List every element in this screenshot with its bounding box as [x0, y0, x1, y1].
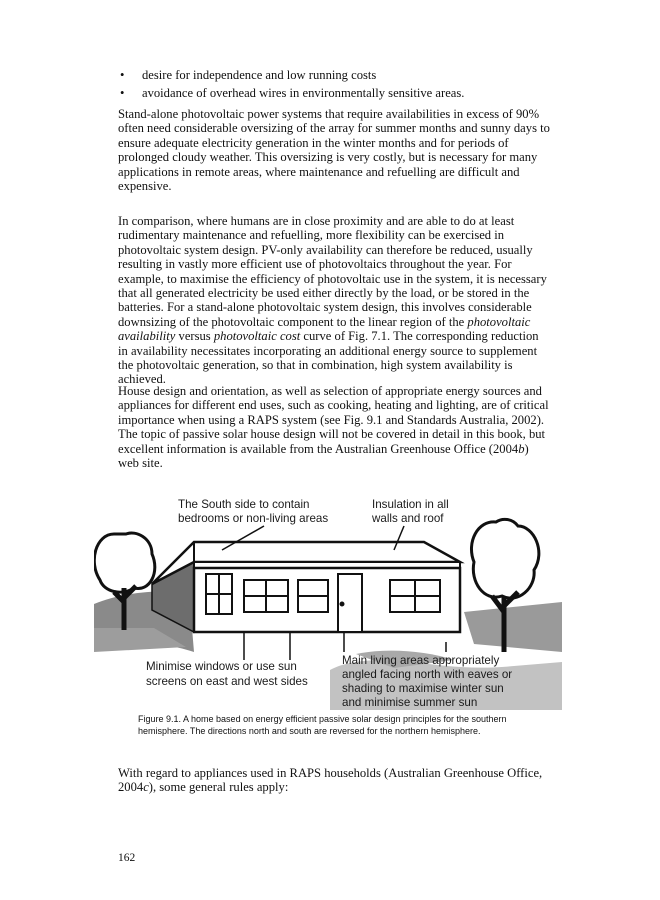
- paragraph-text: ), some general rules apply:: [148, 780, 289, 795]
- emphasis: photovoltaic cost: [213, 329, 301, 344]
- paragraph-text: With regard to appliances used in RAPS households (Australian Greenhouse Office, 2004: [118, 766, 543, 795]
- bullet-item: • avoidance of overhead wires in environmentally sensitive areas.: [118, 84, 464, 102]
- paragraph-house-design: [118, 384, 550, 470]
- bullet-item: • desire for independence and low running costs: [118, 66, 464, 84]
- paragraph-text: House design and orientation, as well as selection of appropriate energy sources and appliances for different end uses, such as cooking, heating and lighting, are of critical importance when using a RAPS system (see Fig. 9.1 and Standards Australia, 2002). The topic of passive solar house design will not be covered in detail in this book, but excellent information is available from the Australian Greenhouse Office (2004: [118, 384, 549, 456]
- figure-caption: Figure 9.1. A home based on energy efficient passive solar design principles for the southern hemisphere. The directions north and south are reversed for the northern hemisphere.: [138, 714, 507, 736]
- paragraph-text: ) web site.: [118, 441, 529, 471]
- paragraph-oversizing: Stand-alone photovoltaic power systems that require availabilities in excess of 90% often need considerable oversizing of the array for summer months and sunny days to ensure adequate electricity generation in the winter months and for periods of prolonged cloudy weather. This oversizing is very costly, but is necessary for many applications in remote areas, where maintenance and refuelling are difficult and expensive.: [118, 107, 550, 194]
- figure-label: and minimise summer sun: [342, 696, 478, 709]
- window-icon: [390, 580, 440, 612]
- bullet-list: [118, 66, 464, 102]
- house-figure: [94, 492, 562, 710]
- page-number: 162: [118, 852, 136, 864]
- figure-label: bedrooms or non-living areas: [178, 512, 329, 525]
- emphasis: c: [143, 780, 149, 795]
- emphasis: b: [518, 441, 525, 456]
- window-icon: [298, 580, 328, 612]
- window-icon: [244, 580, 288, 612]
- paragraph-text: versus: [175, 329, 214, 344]
- figure-label: shading to maximise winter sun: [342, 682, 504, 695]
- figure-label: Main living areas appropriately: [342, 654, 500, 667]
- door-icon: [338, 574, 362, 632]
- emphasis: photovoltaic availability: [118, 314, 531, 344]
- paragraph-appliances: [118, 766, 550, 795]
- ground-shadow: [464, 602, 562, 652]
- window-icon: [206, 574, 232, 614]
- figure-label: angled facing north with eaves or: [342, 668, 513, 681]
- paragraph-comparison: [118, 214, 550, 387]
- figure-label: Insulation in all: [372, 498, 449, 511]
- figure-label: walls and roof: [372, 512, 444, 525]
- figure-label: Minimise windows or use sun: [146, 660, 297, 673]
- paragraph-text: In comparison, where humans are in close proximity and are able to do at least rudimentary maintenance and refuelling, more flexibility can be exercised in photovoltaic system design. PV-only availability can therefore be reduced, usually resulting in vastly more efficient use of photovoltaics throughout the year. For example, to maximise the efficiency of photovoltaic use in the system, it is necessary that all generated electricity be used either directly by the load, or be stored in the batteries. For a stand-alone photovoltaic system design, this involves considerable downsizing of the photovoltaic component to the linear region of the: [118, 214, 547, 329]
- figure-label: screens on east and west sides: [146, 675, 308, 688]
- paragraph-text: curve of Fig. 7.1. The corresponding reduction in availability necessitates incorporating an additional energy source to supplement the photovoltaic generation, so that in combination, high system availability is achieved.: [118, 329, 539, 387]
- figure-label: The South side to contain: [178, 498, 310, 511]
